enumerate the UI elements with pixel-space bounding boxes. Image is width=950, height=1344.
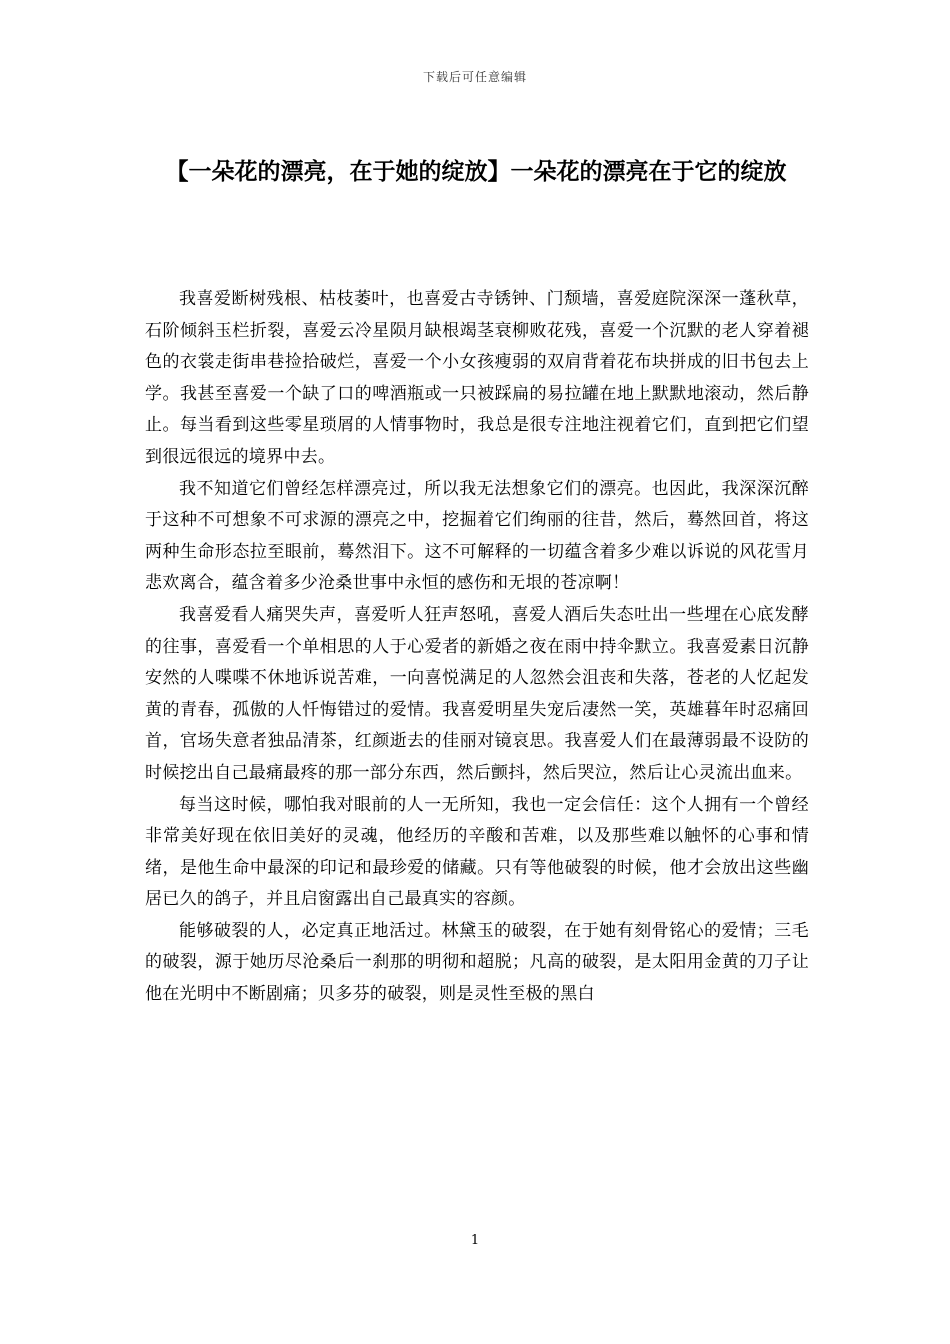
header-note: 下载后可任意编辑 (422, 70, 527, 84)
paragraph: 能够破裂的人，必定真正地活过。林黛玉的破裂，在于她有刻骨铭心的爱情；三毛的破裂，源于她历尽沧桑后一刹那的明彻和超脱；凡高的破裂，是太阳用金黄的刀子让他在光明中不断剧痛；贝多芬的破裂，则是灵性至极的黑白 (145, 920, 809, 1005)
page-number: 1 (470, 1233, 480, 1248)
document-title: 【一朵花的漂亮，在于她的绽放】一朵花的漂亮在于它的绽放 (165, 159, 787, 185)
paragraph: 我喜爱断树残根、枯枝萎叶，也喜爱古寺锈钟、门颓墙，喜爱庭院深深一蓬秋草，石阶倾斜玉栏折裂，喜爱云冷星陨月缺根竭茎衰柳败花残，喜爱一个沉默的老人穿着褪色的衣裳走街串巷捡拾破烂，喜爱一个小女孩瘦弱的双肩背着花布块拼成的旧书包去上学。我甚至喜爱一个缺了口的啤酒瓶或一只被踩扁的易拉罐在地上默默地滚动，然后静止。每当看到这些零星琐屑的人情事物时，我总是很专注地注视着它们，直到把它们望到很远很远的境界中去。 (145, 289, 809, 467)
paragraph: 我喜爱看人痛哭失声，喜爱听人狂声怒吼，喜爱人酒后失态吐出一些埋在心底发酵的往事，喜爱看一个单相思的人于心爱者的新婚之夜在雨中持伞默立。我喜爱素日沉静安然的人喋喋不休地诉说苦难，一向喜悦满足的人忽然会沮丧和失落，苍老的人忆起发黄的青春，孤傲的人忏悔错过的爱情。我喜爱明星失宠后凄然一笑，英雄暮年时忍痛回首，官场失意者独品清茶，红颜逝去的佳丽对镜哀思。我喜爱人们在最薄弱最不设防的时候挖出自己最痛最疼的那一部分东西，然后颤抖，然后哭泣，然后让心灵流出血来。 (145, 604, 809, 783)
document-body (145, 284, 809, 1011)
paragraph: 每当这时候，哪怕我对眼前的人一无所知，我也一定会信任：这个人拥有一个曾经非常美好现在依旧美好的灵魂，他经历的辛酸和苦难，以及那些难以触怀的心事和情绪，是他生命中最深的印记和最珍爱的储藏。只有等他破裂的时候，他才会放出这些幽居已久的鸽子，并且启窗露出自己最真实的容颜。 (145, 794, 809, 910)
paragraph: 我不知道它们曾经怎样漂亮过，所以我无法想象它们的漂亮。也因此，我深深沉醉于这种不可想象不可求源的漂亮之中，挖掘着它们绚丽的往昔，然后，蓦然回首，将这两种生命形态拉至眼前，蓦然泪下。这不可解释的一切蕴含着多少难以诉说的风花雪月悲欢离合，蕴含着多少沧桑世事中永恒的感伤和无垠的苍凉啊！ (145, 478, 809, 594)
